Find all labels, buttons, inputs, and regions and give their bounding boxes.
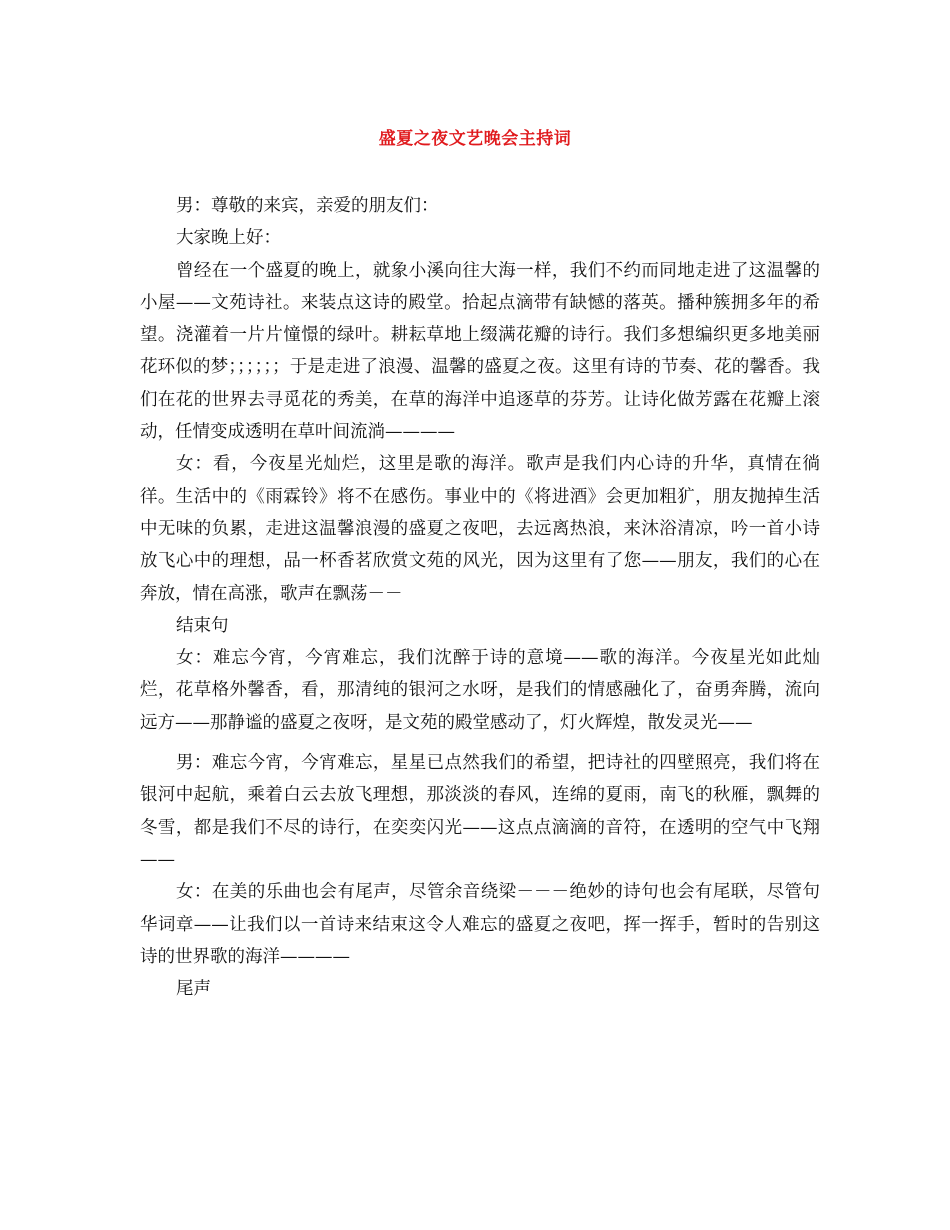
paragraph-female-1: 女：看，今夜星光灿烂，这里是歌的海洋。歌声是我们内心诗的升华，真情在徜徉。生活中的《雨霖铃》将不在感伤。事业中的《将进酒》会更加粗犷，朋友抛掉生活中无味的负累，走进这温馨浪漫的盛夏之夜吧，去远离热浪，来沐浴清凉，吟一首小诗放飞心中的理想，品一杯香茗欣赏文苑的风光，因为这里有了您——朋友，我们的心在奔放，情在高涨，歌声在飘荡－－	[140, 454, 820, 604]
paragraph-greeting-male: 男：尊敬的来宾，亲爱的朋友们：	[176, 196, 439, 216]
document-title: 盛夏之夜文艺晚会主持词	[378, 129, 572, 149]
document-body	[140, 190, 820, 1005]
paragraph-female-2: 女：难忘今宵，今宵难忘，我们沈醉于诗的意境——歌的海洋。今夜星光如此灿烂，花草格外馨香，看，那清纯的银河之水呀，是我们的情感融化了，奋勇奔腾，流向远方——那静谧的盛夏之夜呀，是文苑的殿堂感动了，灯火辉煌，散发灵光——	[140, 648, 820, 733]
paragraph-greeting: 大家晚上好：	[176, 228, 281, 249]
paragraph-epilogue: 尾声	[176, 979, 211, 1000]
paragraph-female-3: 女：在美的乐曲也会有尾声，尽管余音绕梁－－－绝妙的诗句也会有尾联，尽管句华词章——让我们以一首诗来结束这令人难忘的盛夏之夜吧，挥一挥手，暂时的告别这诗的世界歌的海洋————	[140, 882, 820, 967]
paragraph-opening: 曾经在一个盛夏的晚上，就象小溪向往大海一样，我们不约而同地走进了这温馨的小屋——文苑诗社。来装点这诗的殿堂。拾起点滴带有缺憾的落英。播种簇拥多年的希望。浇灌着一片片憧憬的绿叶。耕耘草地上缀满花瓣的诗行。我们多想编织更多地美丽花环似的梦；；；；；；于是走进了浪漫、温馨的盛夏之夜。这里有诗的节奏、花的馨香。我们在花的世界去寻觅花的秀美，在草的海洋中追逐草的芬芳。让诗化做芳露在花瓣上滚动，任情变成透明在草叶间流淌————	[140, 260, 820, 443]
paragraph-male-2: 男：难忘今宵，今宵难忘，星星已点然我们的希望，把诗社的四壁照亮，我们将在银河中起航，乘着白云去放飞理想，那淡淡的春风，连绵的夏雨，南飞的秋雁，飘舞的冬雪，都是我们不尽的诗行，在奕奕闪光——这点点滴滴的音符，在透明的空气中飞翔——	[140, 753, 820, 870]
paragraph-closing-heading: 结束句	[176, 615, 229, 636]
